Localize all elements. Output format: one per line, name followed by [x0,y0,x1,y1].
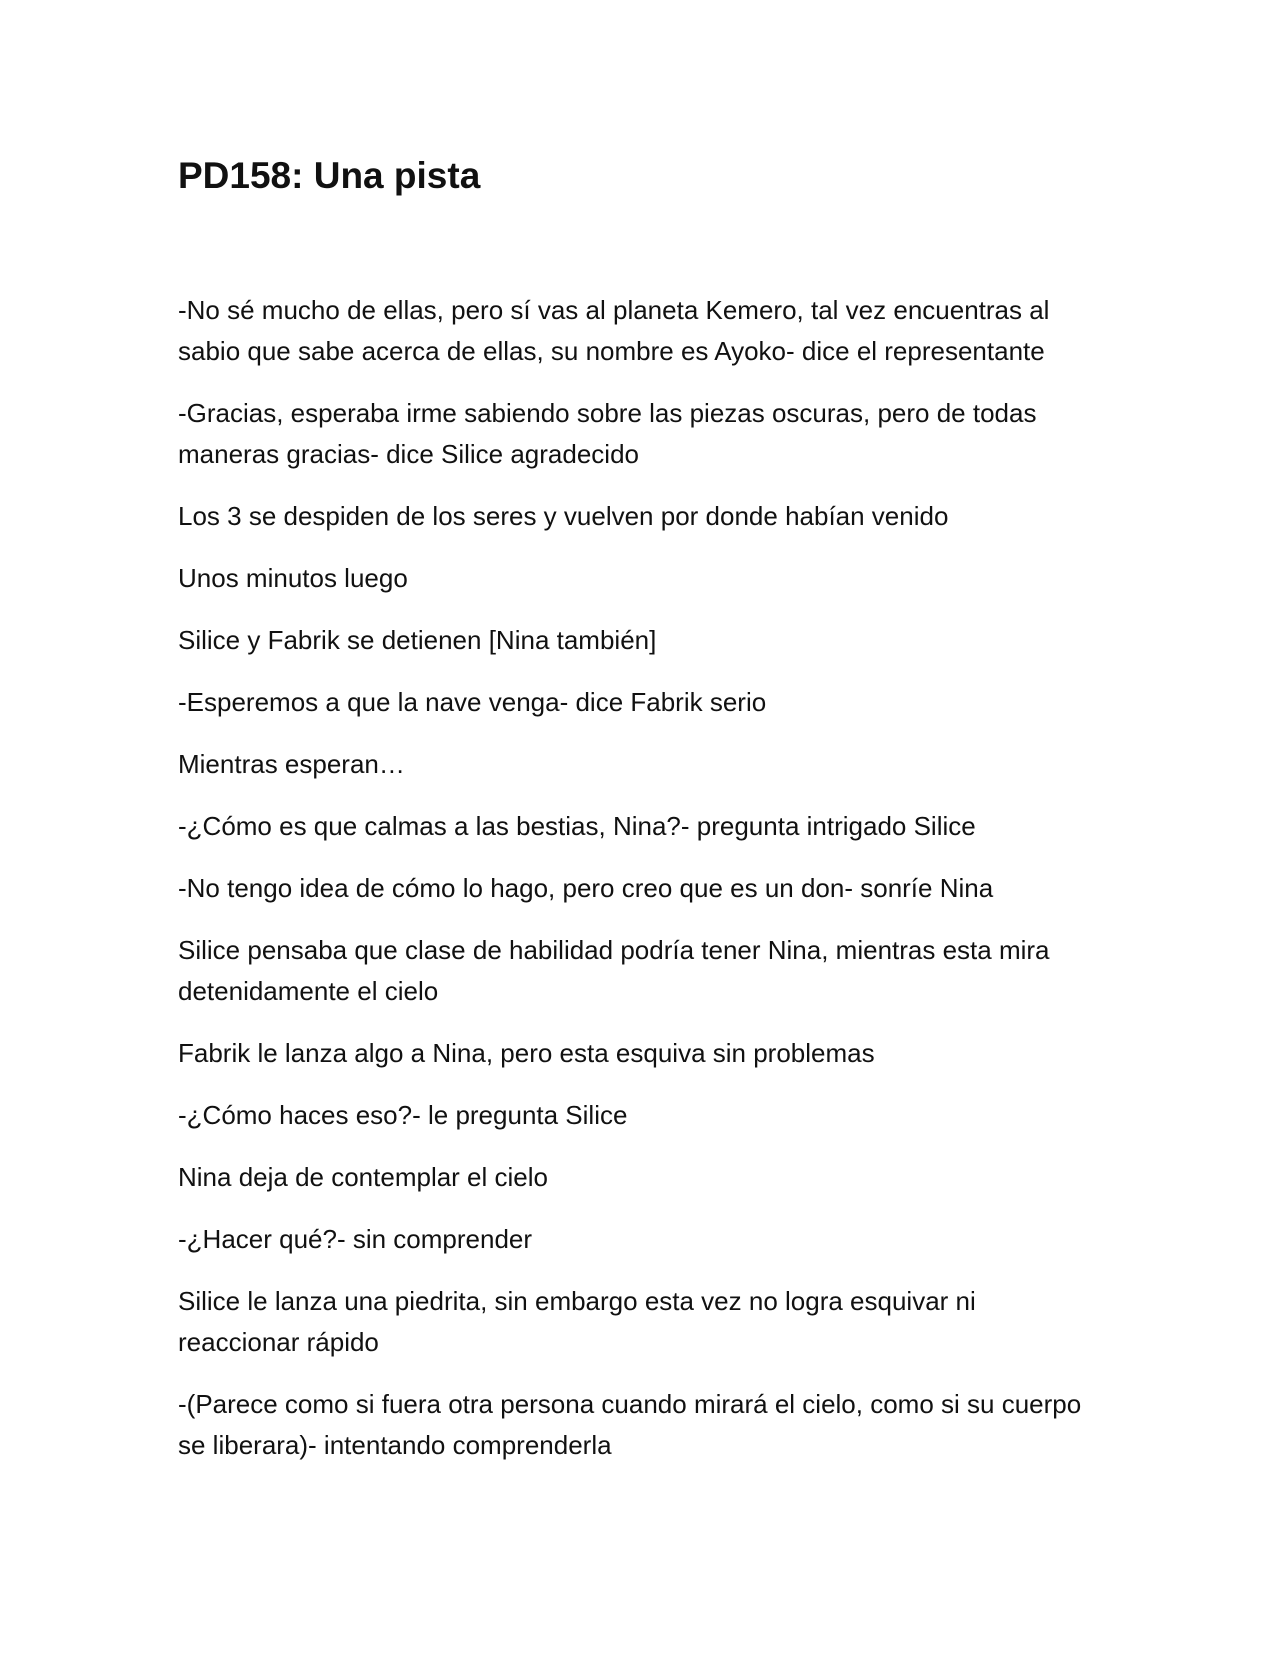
paragraph: -Esperemos a que la nave venga- dice Fabrik serio [178,687,767,717]
document-title: PD158: Una pista [178,155,481,196]
document-body [178,290,1098,1487]
paragraph: Silice pensaba que clase de habilidad podría tener Nina, mientras esta mira detenidamente el cielo [178,935,1050,1006]
paragraph: -No sé mucho de ellas, pero sí vas al planeta Kemero, tal vez encuentras al sabio que sabe acerca de ellas, su nombre es Ayoko- dice el representante [178,295,1050,366]
paragraph: -¿Cómo es que calmas a las bestias, Nina?- pregunta intrigado Silice [178,811,976,841]
paragraph: -¿Cómo haces eso?- le pregunta Silice [178,1100,628,1130]
paragraph: Unos minutos luego [178,563,408,593]
paragraph: -¿Hacer qué?- sin comprender [178,1224,533,1254]
paragraph: Fabrik le lanza algo a Nina, pero esta esquiva sin problemas [178,1038,875,1068]
paragraph: -No tengo idea de cómo lo hago, pero creo que es un don- sonríe Nina [178,873,994,903]
paragraph: -(Parece como si fuera otra persona cuando mirará el cielo, como si su cuerpo se liberara)- intentando comprenderla [178,1389,1082,1460]
paragraph: -Gracias, esperaba irme sabiendo sobre las piezas oscuras, pero de todas maneras gracias- dice Silice agradecido [178,398,1037,469]
paragraph: Los 3 se despiden de los seres y vuelven por donde habían venido [178,501,949,531]
paragraph: Nina deja de contemplar el cielo [178,1162,548,1192]
paragraph: Mientras esperan… [178,749,405,779]
paragraph: Silice le lanza una piedrita, sin embargo esta vez no logra esquivar ni reaccionar rápido [178,1286,976,1357]
paragraph: Silice y Fabrik se detienen [Nina también] [178,625,657,655]
